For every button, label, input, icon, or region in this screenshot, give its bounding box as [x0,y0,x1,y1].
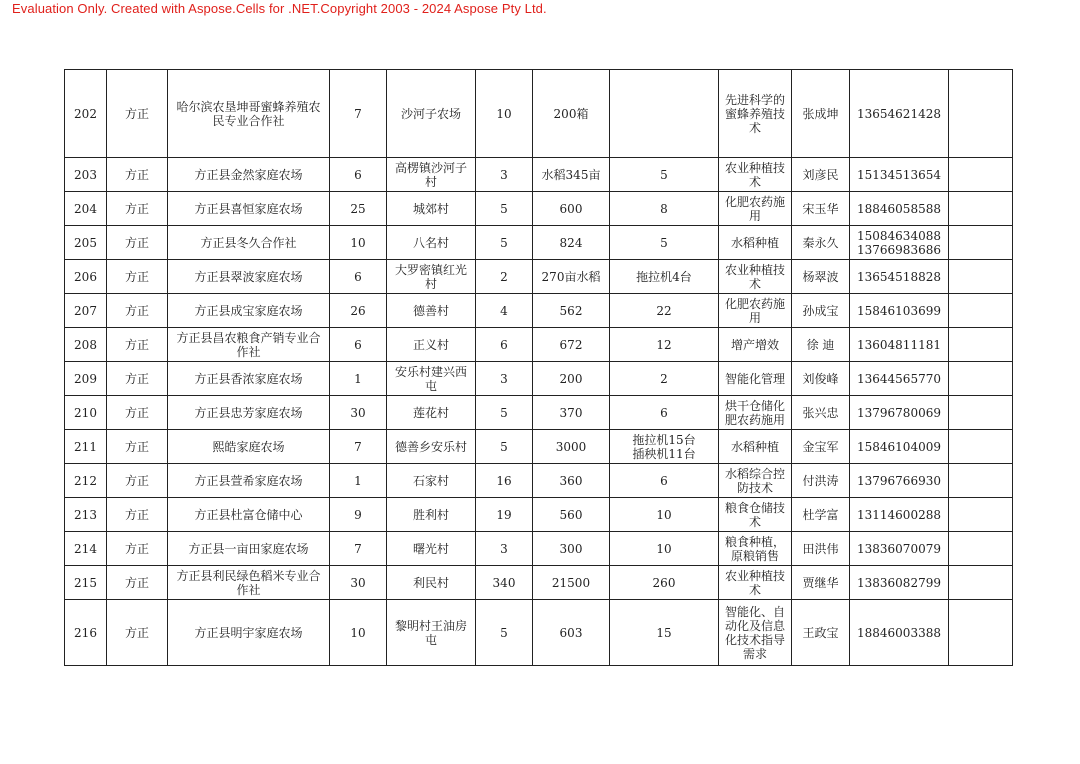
contact-name-cell: 徐 迪 [792,328,850,362]
machinery-cell: 5 [610,158,719,192]
area-cell: 562 [533,294,610,328]
entity-name-cell: 方正县利民绿色稻米专业合作社 [168,566,330,600]
location-cell: 城郊村 [387,192,476,226]
headcount-cell: 6 [330,158,387,192]
contact-name-cell: 田洪伟 [792,532,850,566]
county-cell: 方正 [107,70,168,158]
phone-cell: 15846103699 [850,294,949,328]
location-cell: 利民村 [387,566,476,600]
contact-name-cell: 宋玉华 [792,192,850,226]
tech-need-cell: 农业种植技术 [719,158,792,192]
tech-need-cell: 农业种植技术 [719,260,792,294]
tech-need-cell: 先进科学的蜜蜂养殖技术 [719,70,792,158]
row-number-cell: 207 [65,294,107,328]
entity-name-cell: 方正县昌农粮食产销专业合作社 [168,328,330,362]
headcount-cell: 7 [330,430,387,464]
entity-name-cell: 方正县明宇家庭农场 [168,600,330,666]
location-cell: 胜利村 [387,498,476,532]
extra-cell [949,294,1013,328]
headcount-cell: 10 [330,600,387,666]
tech-need-cell: 化肥农药施用 [719,192,792,226]
location-cell: 高楞镇沙河子村 [387,158,476,192]
phone-cell: 13796780069 [850,396,949,430]
count-b-cell: 340 [476,566,533,600]
county-cell: 方正 [107,260,168,294]
tech-need-cell: 增产增效 [719,328,792,362]
location-cell: 正义村 [387,328,476,362]
phone-cell: 13604811181 [850,328,949,362]
headcount-cell: 26 [330,294,387,328]
county-cell: 方正 [107,328,168,362]
count-b-cell: 5 [476,396,533,430]
machinery-cell: 拖拉机15台 插秧机11台 [610,430,719,464]
phone-cell: 15084634088 13766983686 [850,226,949,260]
tech-need-cell: 粮食种植，原粮销售 [719,532,792,566]
table-row [65,70,1013,158]
phone-cell: 18846058588 [850,192,949,226]
phone-cell: 15134513654 [850,158,949,192]
location-cell: 莲花村 [387,396,476,430]
count-b-cell: 6 [476,328,533,362]
area-cell: 603 [533,600,610,666]
location-cell: 曙光村 [387,532,476,566]
tech-need-cell: 水稻种植 [719,226,792,260]
row-number-cell: 216 [65,600,107,666]
area-cell: 200 [533,362,610,396]
table-row [65,498,1013,532]
extra-cell [949,464,1013,498]
extra-cell [949,396,1013,430]
extra-cell [949,430,1013,464]
count-b-cell: 16 [476,464,533,498]
table-row [65,464,1013,498]
extra-cell [949,260,1013,294]
phone-cell: 15846104009 [850,430,949,464]
entity-name-cell: 方正县忠芳家庭农场 [168,396,330,430]
entity-name-cell: 熙皓家庭农场 [168,430,330,464]
county-cell: 方正 [107,396,168,430]
county-cell: 方正 [107,566,168,600]
machinery-cell: 拖拉机4台 [610,260,719,294]
tech-need-cell: 智能化管理 [719,362,792,396]
machinery-cell: 22 [610,294,719,328]
phone-cell: 13654621428 [850,70,949,158]
area-cell: 300 [533,532,610,566]
county-cell: 方正 [107,294,168,328]
area-cell: 21500 [533,566,610,600]
area-cell: 水稻345亩 [533,158,610,192]
location-cell: 安乐村建兴西屯 [387,362,476,396]
entity-name-cell: 方正县喜恒家庭农场 [168,192,330,226]
contact-name-cell: 刘彦民 [792,158,850,192]
table-row [65,362,1013,396]
row-number-cell: 205 [65,226,107,260]
contact-name-cell: 王政宝 [792,600,850,666]
contact-name-cell: 金宝军 [792,430,850,464]
row-number-cell: 202 [65,70,107,158]
tech-need-cell: 水稻综合控防技术 [719,464,792,498]
count-b-cell: 3 [476,362,533,396]
count-b-cell: 2 [476,260,533,294]
phone-cell: 13836070079 [850,532,949,566]
row-number-cell: 212 [65,464,107,498]
count-b-cell: 4 [476,294,533,328]
evaluation-watermark: Evaluation Only. Created with Aspose.Cells for .NET.Copyright 2003 - 2024 Aspose Pty Ltd. [12,1,547,16]
county-cell: 方正 [107,362,168,396]
tech-need-cell: 烘干仓储化肥农药施用 [719,396,792,430]
machinery-cell: 5 [610,226,719,260]
extra-cell [949,158,1013,192]
machinery-cell: 8 [610,192,719,226]
county-cell: 方正 [107,498,168,532]
tech-need-cell: 农业种植技术 [719,566,792,600]
headcount-cell: 9 [330,498,387,532]
phone-cell: 13114600288 [850,498,949,532]
extra-cell [949,362,1013,396]
area-cell: 560 [533,498,610,532]
contact-name-cell: 张兴忠 [792,396,850,430]
tech-need-cell: 粮食仓储技术 [719,498,792,532]
row-number-cell: 215 [65,566,107,600]
location-cell: 沙河子农场 [387,70,476,158]
headcount-cell: 1 [330,362,387,396]
county-cell: 方正 [107,158,168,192]
entity-name-cell: 方正县萱希家庭农场 [168,464,330,498]
phone-cell: 18846003388 [850,600,949,666]
county-cell: 方正 [107,192,168,226]
row-number-cell: 210 [65,396,107,430]
entity-name-cell: 方正县一亩田家庭农场 [168,532,330,566]
machinery-cell: 2 [610,362,719,396]
row-number-cell: 206 [65,260,107,294]
tech-need-cell: 水稻种植 [719,430,792,464]
machinery-cell: 15 [610,600,719,666]
tech-need-cell: 智能化、自动化及信息化技术指导需求 [719,600,792,666]
row-number-cell: 203 [65,158,107,192]
phone-cell: 13796766930 [850,464,949,498]
headcount-cell: 6 [330,260,387,294]
location-cell: 石家村 [387,464,476,498]
farm-data-table [64,69,1013,666]
row-number-cell: 211 [65,430,107,464]
entity-name-cell: 哈尔滨农垦坤哥蜜蜂养殖农民专业合作社 [168,70,330,158]
entity-name-cell: 方正县杜富仓储中心 [168,498,330,532]
row-number-cell: 209 [65,362,107,396]
table-row [65,260,1013,294]
extra-cell [949,226,1013,260]
machinery-cell: 12 [610,328,719,362]
county-cell: 方正 [107,430,168,464]
headcount-cell: 25 [330,192,387,226]
table-row [65,328,1013,362]
headcount-cell: 10 [330,226,387,260]
county-cell: 方正 [107,226,168,260]
contact-name-cell: 张成坤 [792,70,850,158]
row-number-cell: 213 [65,498,107,532]
area-cell: 3000 [533,430,610,464]
headcount-cell: 30 [330,396,387,430]
table-row [65,158,1013,192]
table-row [65,532,1013,566]
extra-cell [949,192,1013,226]
count-b-cell: 5 [476,192,533,226]
table-row [65,600,1013,666]
contact-name-cell: 刘俊峰 [792,362,850,396]
entity-name-cell: 方正县成宝家庭农场 [168,294,330,328]
entity-name-cell: 方正县香浓家庭农场 [168,362,330,396]
entity-name-cell: 方正县金然家庭农场 [168,158,330,192]
area-cell: 672 [533,328,610,362]
county-cell: 方正 [107,464,168,498]
extra-cell [949,600,1013,666]
phone-cell: 13644565770 [850,362,949,396]
tech-need-cell: 化肥农药施用 [719,294,792,328]
row-number-cell: 208 [65,328,107,362]
contact-name-cell: 杨翠波 [792,260,850,294]
location-cell: 大罗密镇红光村 [387,260,476,294]
location-cell: 黎明村王油房屯 [387,600,476,666]
table-row [65,430,1013,464]
area-cell: 270亩水稻 [533,260,610,294]
machinery-cell: 10 [610,532,719,566]
table-row [65,192,1013,226]
count-b-cell: 5 [476,430,533,464]
county-cell: 方正 [107,532,168,566]
area-cell: 200箱 [533,70,610,158]
row-number-cell: 204 [65,192,107,226]
headcount-cell: 30 [330,566,387,600]
table-row [65,566,1013,600]
entity-name-cell: 方正县翠波家庭农场 [168,260,330,294]
headcount-cell: 7 [330,532,387,566]
location-cell: 德善村 [387,294,476,328]
machinery-cell: 6 [610,396,719,430]
count-b-cell: 10 [476,70,533,158]
area-cell: 824 [533,226,610,260]
machinery-cell: 6 [610,464,719,498]
table-row [65,226,1013,260]
contact-name-cell: 孙成宝 [792,294,850,328]
phone-cell: 13654518828 [850,260,949,294]
count-b-cell: 3 [476,158,533,192]
area-cell: 360 [533,464,610,498]
phone-cell: 13836082799 [850,566,949,600]
count-b-cell: 5 [476,226,533,260]
table-row [65,294,1013,328]
headcount-cell: 6 [330,328,387,362]
area-cell: 600 [533,192,610,226]
table-row [65,396,1013,430]
extra-cell [949,498,1013,532]
county-cell: 方正 [107,600,168,666]
contact-name-cell: 杜学富 [792,498,850,532]
headcount-cell: 1 [330,464,387,498]
extra-cell [949,328,1013,362]
headcount-cell: 7 [330,70,387,158]
area-cell: 370 [533,396,610,430]
contact-name-cell: 贾继华 [792,566,850,600]
row-number-cell: 214 [65,532,107,566]
extra-cell [949,532,1013,566]
machinery-cell: 260 [610,566,719,600]
extra-cell [949,566,1013,600]
machinery-cell: 10 [610,498,719,532]
count-b-cell: 5 [476,600,533,666]
contact-name-cell: 付洪涛 [792,464,850,498]
extra-cell [949,70,1013,158]
location-cell: 八名村 [387,226,476,260]
count-b-cell: 3 [476,532,533,566]
location-cell: 德善乡安乐村 [387,430,476,464]
contact-name-cell: 秦永久 [792,226,850,260]
count-b-cell: 19 [476,498,533,532]
entity-name-cell: 方正县冬久合作社 [168,226,330,260]
machinery-cell [610,70,719,158]
